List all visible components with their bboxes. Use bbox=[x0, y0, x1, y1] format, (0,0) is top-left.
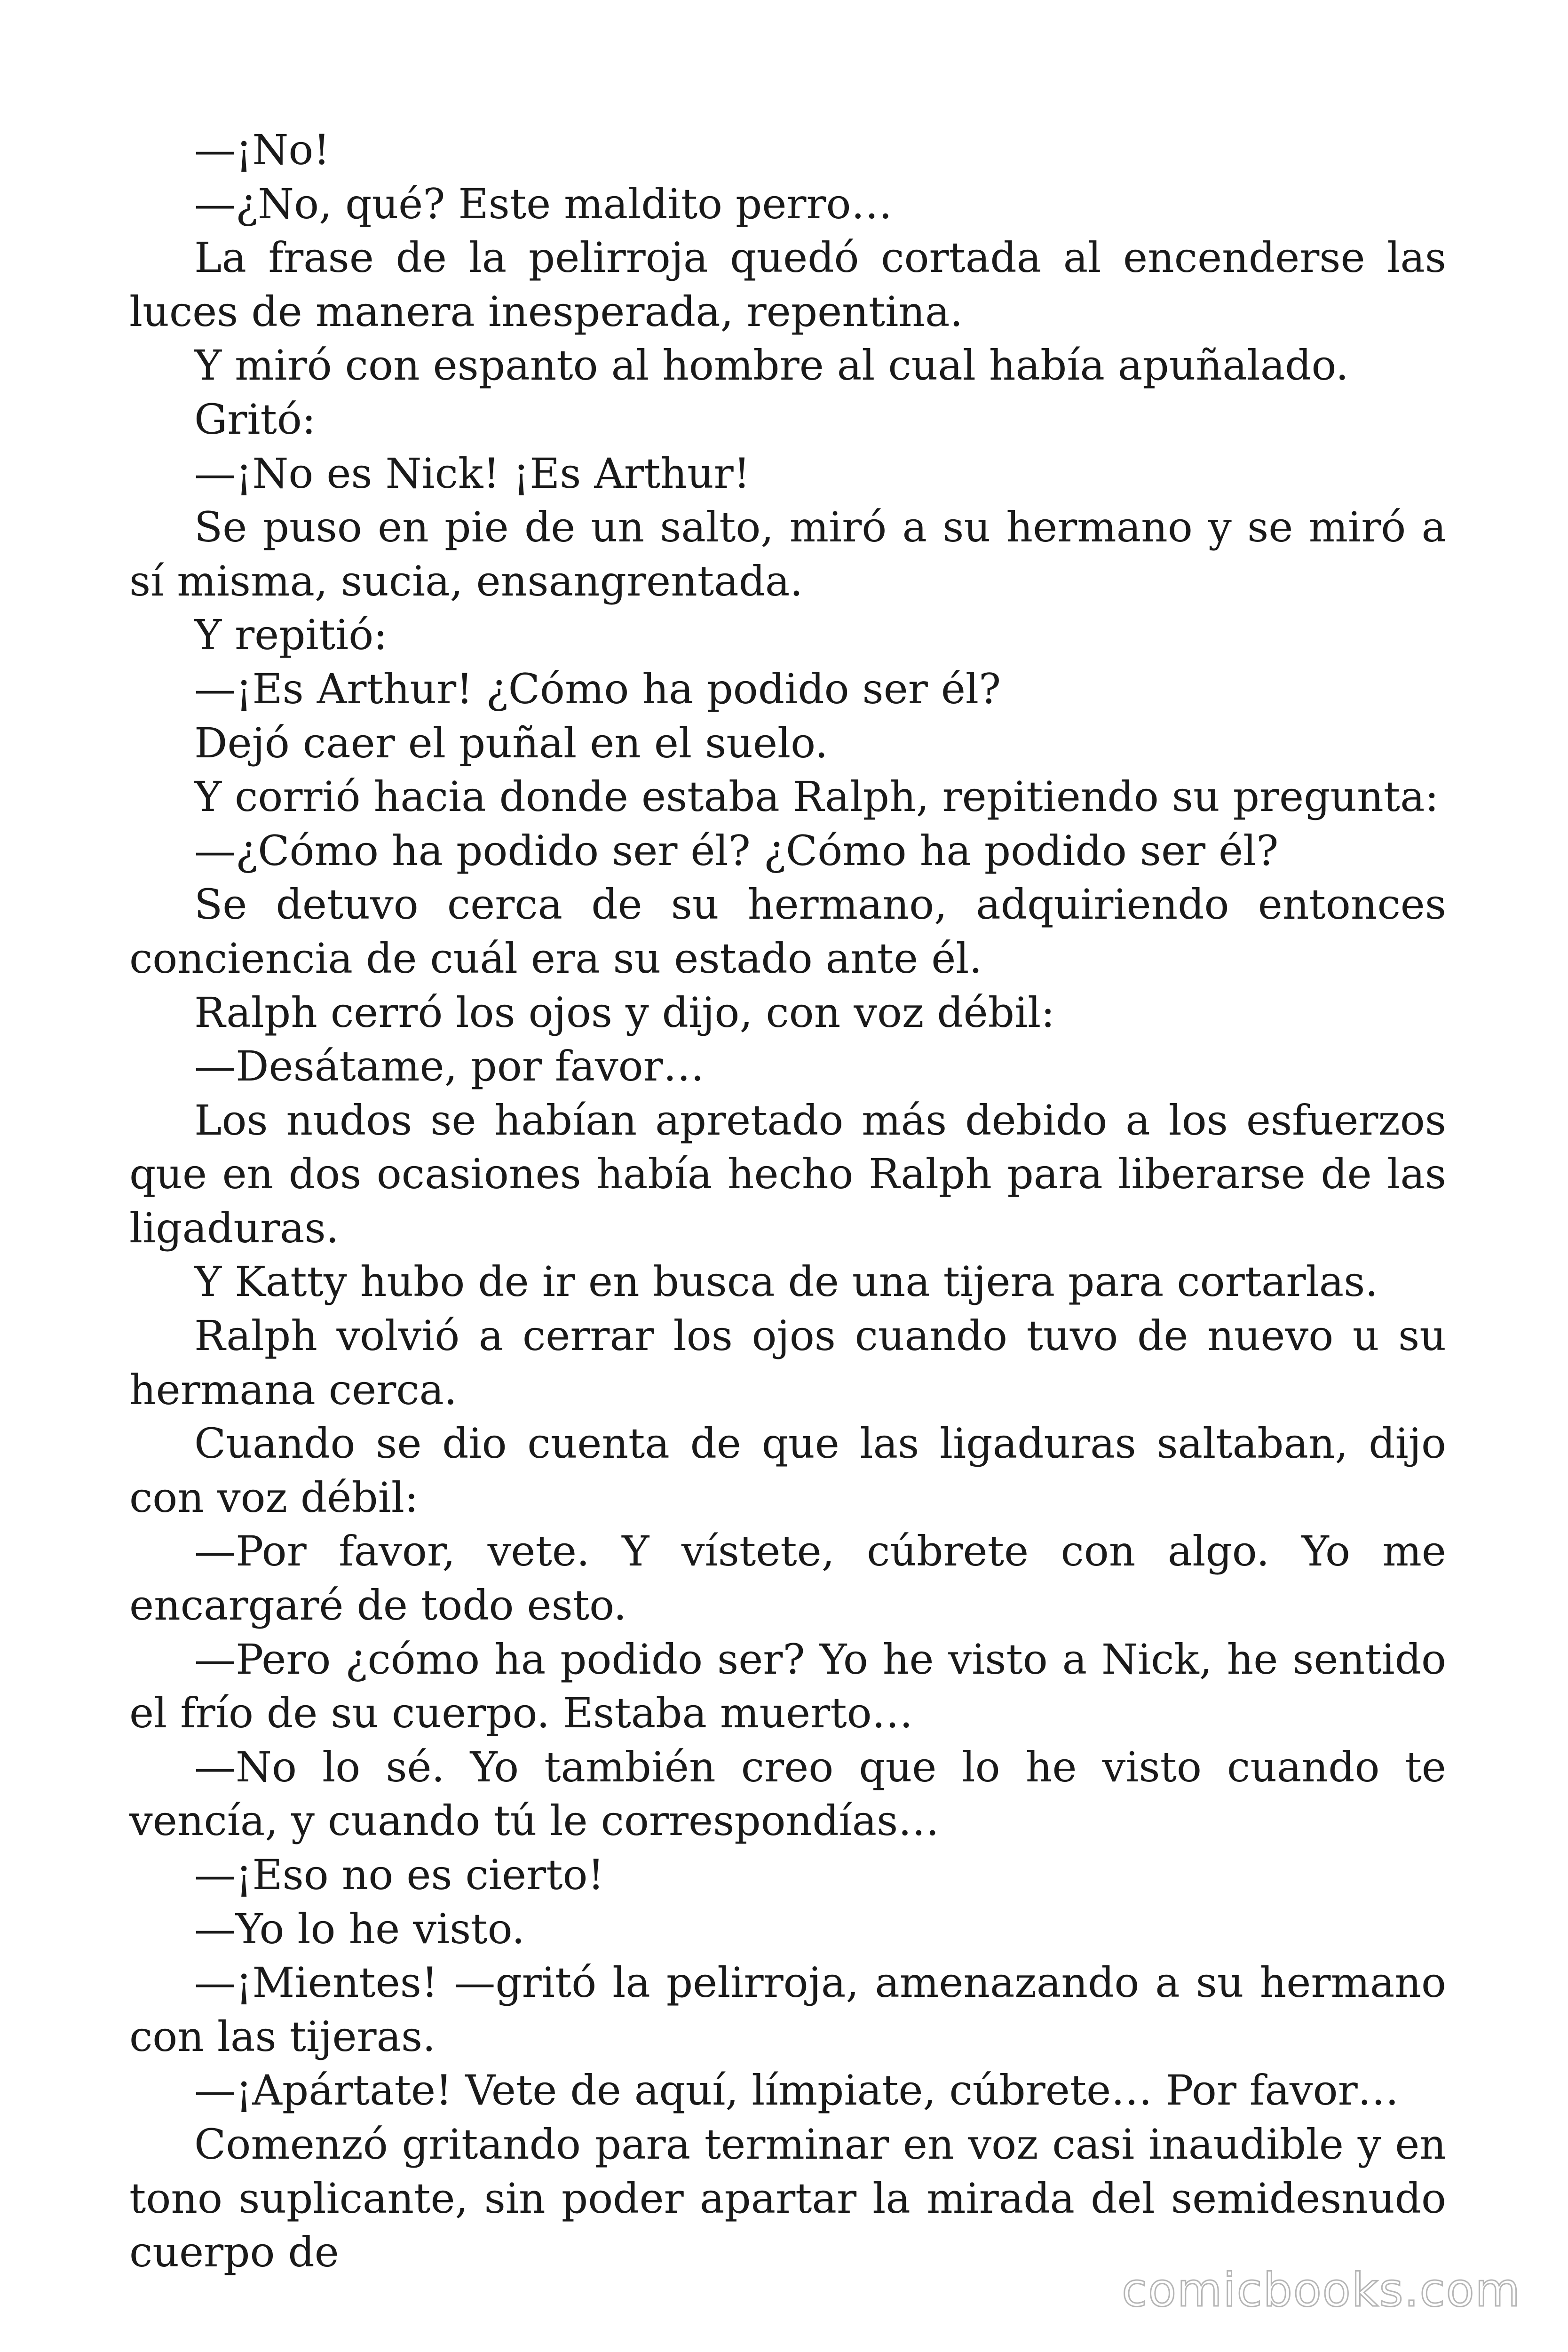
paragraph: —¡No! bbox=[194, 126, 330, 174]
body-text bbox=[129, 123, 1446, 2280]
paragraph: —Desátame, por favor… bbox=[194, 1042, 705, 1091]
paragraph: —¡Eso no es cierto! bbox=[194, 1851, 604, 1899]
watermark: comicbooks.com bbox=[1122, 2264, 1521, 2317]
paragraph: Comenzó gritando para terminar en voz casi inaudible y en tono suplicante, sin poder apartar la mirada del semidesnudo cuerpo de bbox=[129, 2120, 1446, 2277]
paragraph: —¡Es Arthur! ¿Cómo ha podido ser él? bbox=[194, 664, 1001, 713]
paragraph: Y Katty hubo de ir en busca de una tijera para cortarlas. bbox=[194, 1257, 1378, 1306]
paragraph: —¡Mientes! —gritó la pelirroja, amenazando a su hermano con las tijeras. bbox=[129, 1958, 1446, 2061]
paragraph: —Yo lo he visto. bbox=[194, 1904, 525, 1953]
paragraph: Y corrió hacia donde estaba Ralph, repitiendo su pregunta: bbox=[194, 772, 1439, 821]
paragraph: Se puso en pie de un salto, miró a su hermano y se miró a sí misma, sucia, ensangrentada. bbox=[129, 503, 1446, 605]
paragraph: Los nudos se habían apretado más debido a los esfuerzos que en dos ocasiones había hecho Ralph para liberarse de las ligaduras. bbox=[129, 1096, 1446, 1252]
paragraph: Ralph volvió a cerrar los ojos cuando tuvo de nuevo u su hermana cerca. bbox=[129, 1311, 1446, 1414]
paragraph: Y repitió: bbox=[194, 611, 388, 660]
paragraph: Dejó caer el puñal en el suelo. bbox=[194, 718, 828, 767]
paragraph: La frase de la pelirroja quedó cortada al encenderse las luces de manera inesperada, repentina. bbox=[129, 233, 1446, 336]
paragraph: Y miró con espanto al hombre al cual había apuñalado. bbox=[194, 341, 1349, 390]
paragraph: —¿Cómo ha podido ser él? ¿Cómo ha podido ser él? bbox=[194, 826, 1279, 875]
paragraph: —No lo sé. Yo también creo que lo he visto cuando te vencía, y cuando tú le correspondías… bbox=[129, 1742, 1446, 1845]
paragraph: Cuando se dio cuenta de que las ligaduras saltaban, dijo con voz débil: bbox=[129, 1419, 1446, 1522]
paragraph: —Pero ¿cómo ha podido ser? Yo he visto a Nick, he sentido el frío de su cuerpo. Estaba muerto… bbox=[129, 1635, 1446, 1738]
paragraph: Ralph cerró los ojos y dijo, con voz débil: bbox=[194, 988, 1055, 1037]
paragraph: —Por favor, vete. Y vístete, cúbrete con algo. Yo me encargaré de todo esto. bbox=[129, 1527, 1446, 1630]
paragraph: Gritó: bbox=[194, 395, 316, 444]
paragraph: —¿No, qué? Este maldito perro… bbox=[194, 179, 893, 228]
paragraph: Se detuvo cerca de su hermano, adquiriendo entonces conciencia de cuál era su estado ante él. bbox=[129, 880, 1446, 983]
paragraph: —¡Apártate! Vete de aquí, límpiate, cúbrete… Por favor… bbox=[194, 2066, 1399, 2115]
paragraph: —¡No es Nick! ¡Es Arthur! bbox=[194, 449, 751, 498]
